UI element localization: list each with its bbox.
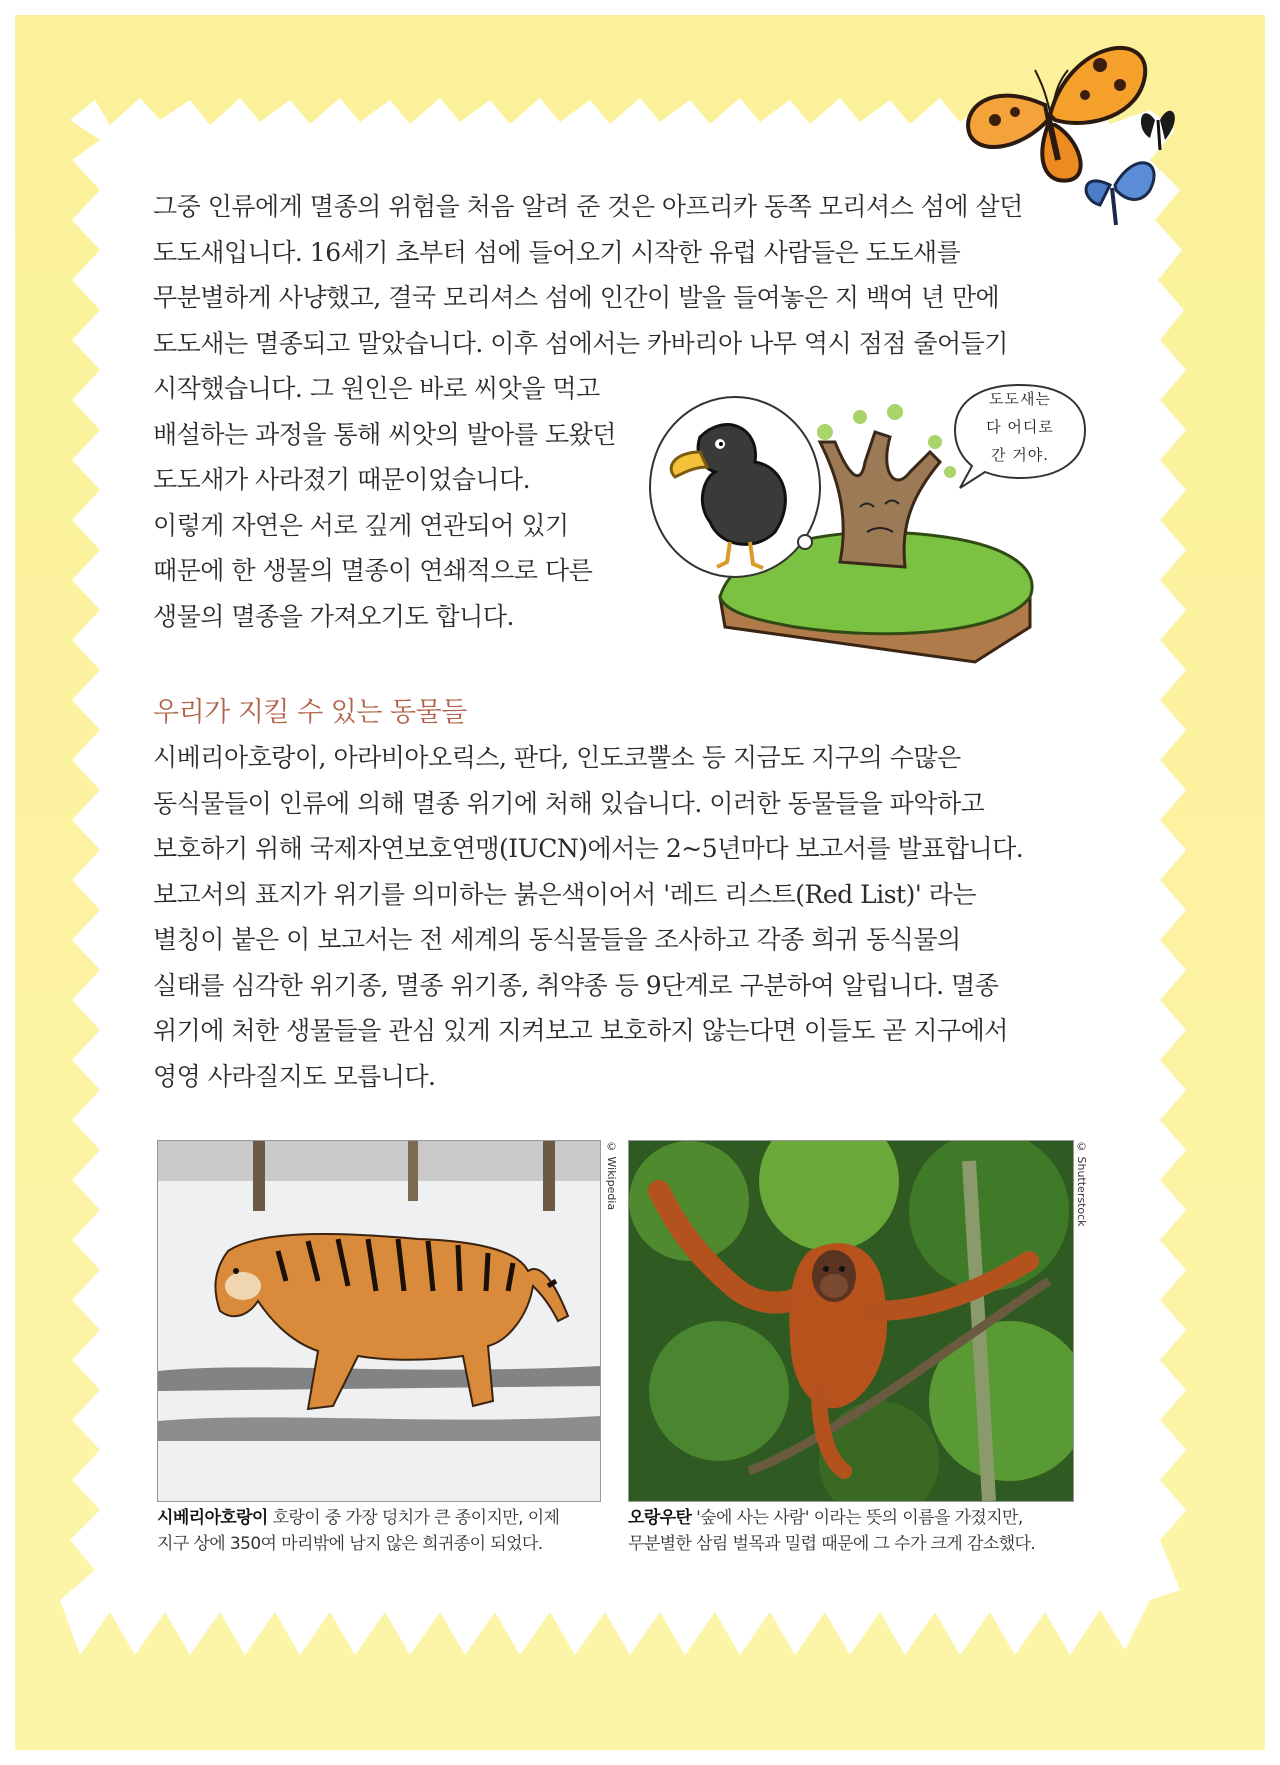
blue-butterfly-icon: [1086, 163, 1154, 225]
caption-line: [628, 1505, 1035, 1531]
speech-line: 도도새는: [989, 390, 1051, 408]
text-line: 그중 인류에게 멸종의 위험을 처음 알려 준 것은 아프리카 동쪽 모리셔스 섬에 살던: [153, 192, 1023, 221]
orangutan-photo-credit: © Shutterstock: [1075, 1140, 1088, 1227]
text-line: 배설하는 과정을 통해 씨앗의 발아를 도왔던: [153, 419, 616, 449]
text-line: 무분별하게 사냥했고, 결국 모리셔스 섬에 인간이 발을 들여놓은 지 백여 년 만에: [153, 283, 1000, 312]
text-line: 도도새는 멸종되고 말았습니다. 이후 섬에서는 카바리아 나무 역시 점점 줄어들기: [153, 328, 1008, 358]
orangutan-image: [629, 1141, 1073, 1501]
text-line: 보고서의 표지가 위기를 의미하는 붉은색이어서 '레드 리스트(Red List)' 라는: [153, 879, 976, 909]
text-line: 이렇게 자연은 서로 깊게 연관되어 있기: [153, 510, 569, 540]
caption-line: 지구 상에 350여 마리밖에 남지 않은 희귀종이 되었다.: [157, 1534, 543, 1554]
caption-text: 호랑이 중 가장 덩치가 큰 종이지만, 이제: [267, 1508, 560, 1528]
text-line: 실태를 심각한 위기종, 멸종 위기종, 취약종 등 9단계로 구분하여 알립니다. 멸종: [153, 970, 999, 1000]
tiger-caption: [157, 1505, 559, 1557]
text-line: 영영 사라질지도 모릅니다.: [153, 1061, 436, 1091]
speech-line: 다 어디로: [986, 418, 1054, 436]
text-line: 위기에 처한 생물들을 관심 있게 지켜보고 보호하지 않는다면 이들도 곧 지구에서: [153, 1016, 1008, 1045]
caption-heading: 오랑우탄: [628, 1508, 692, 1528]
siberian-tiger-photo: [157, 1140, 601, 1502]
text-line: 별칭이 붙은 이 보고서는 전 세계의 동식물들을 조사하고 각종 희귀 동식물의: [153, 925, 961, 954]
body-paragraph-2: [153, 735, 1023, 1099]
text-line: 도도새입니다. 16세기 초부터 섬에 들어오기 시작한 유럽 사람들은 도도새를: [153, 237, 961, 267]
text-line: 시베리아호랑이, 아라비아오릭스, 판다, 인도코뿔소 등 지금도 지구의 수많은: [153, 743, 961, 772]
caption-heading: 시베리아호랑이: [157, 1508, 268, 1528]
caption-text: '숲에 사는 사람' 이라는 뜻의 이름을 가졌지만,: [691, 1508, 1023, 1528]
caption-line: [157, 1505, 559, 1531]
orangutan-photo: [628, 1140, 1074, 1502]
orangutan-caption: [628, 1505, 1035, 1557]
tiger-photo-credit: © Wikipedia: [605, 1140, 618, 1211]
text-line: 도도새가 사라졌기 때문이었습니다.: [153, 465, 531, 494]
text-line: 때문에 한 생물의 멸종이 연쇄적으로 다른: [153, 556, 593, 585]
caption-line: 무분별한 삼림 벌목과 밀렵 때문에 그 수가 크게 감소했다.: [628, 1534, 1036, 1554]
section-title: 우리가 지킬 수 있는 동물들: [153, 697, 467, 728]
text-line: 보호하기 위해 국제자연보호연맹(IUCN)에서는 2~5년마다 보고서를 발표합니다.: [153, 834, 1024, 863]
text-line: 동식물들이 인류에 의해 멸종 위기에 처해 있습니다. 이러한 동물들을 파악하고: [153, 788, 985, 818]
tiger-image: [158, 1141, 600, 1501]
text-line: 생물의 멸종을 가져오기도 합니다.: [153, 601, 514, 631]
speech-bubble-text: [965, 385, 1075, 469]
orange-butterfly-icon: [968, 48, 1145, 181]
speech-line: 간 거야.: [990, 446, 1049, 464]
text-line: 시작했습니다. 그 원인은 바로 씨앗을 먹고: [153, 374, 600, 403]
black-butterfly-icon: [1141, 111, 1175, 150]
